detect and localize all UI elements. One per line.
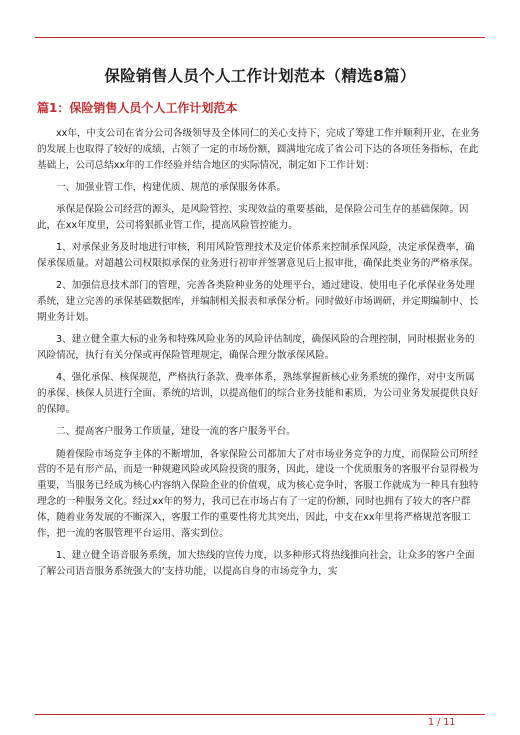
document-title: 保险销售人员个人工作计划范本（精选8篇） — [104, 67, 416, 85]
paragraph: xx年，中支公司在省分公司各级领导及全体同仁的关心支持下，完成了筹建工作并顺利开业，在业务的发展上也取得了较好的成绩，占领了一定的市场份额，圆满地完成了省公司下达的各项任务指标，在此基础上，公司总结xx年的工作经验并结合地区的实际情况，制定如下工作计划： — [37, 128, 480, 171]
paragraph: 1、对承保业务及时地进行审核，利用风险管理技术及定价体系来控制承保风险，决定承保费率，确保承保质量。对超越公司权限拟承保的业务进行初审并签署意见后上报审批，确保此类业务的严格承保。 — [37, 242, 479, 270]
paragraph: 承保是保险公司经营的源头，是风险管控、实现效益的重要基础，是保险公司生存的基础保障。因此，在xx年度里，公司将狠抓业管工作，提高风险管控能力。 — [37, 204, 469, 231]
paragraph: 3、建立健全重大标的业务和特殊风险业务的风险评估制度，确保风险的合理控制，同时根据业务的风险情况，执行有关分保或再保险管理规定，确保合理分散承保风险。 — [37, 334, 475, 362]
paragraph: 1、建立健全语音服务系统，加大热线的宣传力度，以多种形式将热线推向社会，让众多的客户全面了解公司语音服务系统强大的’支持功能，以提高自身的市场竞争力，实 — [37, 549, 475, 577]
paragraph-heading: 一、加强业管工作，构建优质、规范的承保服务体系。 — [56, 181, 287, 193]
document-body — [37, 126, 483, 586]
paragraph: 随着保险市场竞争主体的不断增加，各家保险公司都加大了对市场业务竞争的力度，而保险公司所经营的不是有形产品，而是一种规避风险或风险投资的服务，因此，建设一个优质服务的客服平台显得极为重要，当服务已经成为核心内容纳入保险企业的价值观，成为核心竞争时，客服工作就成为一种具有独特理念的一种服务文化。经过xx年的努力，我司已在市场占有了一定的份额，同时也拥有了较大的客户群体，随着业务发展的不断深入，客服工作的重要性将尤其突出，因此，中支在xx年里将严格规范客服工作，把一流的客服管理平台运用、落实到位。 — [37, 448, 479, 539]
page-number: 1 / 11 — [428, 717, 456, 728]
paragraph-heading: 二、提高客户服务工作质量，建设一流的客户服务平台。 — [56, 426, 296, 438]
paragraph: 2、加强信息技术部门的管理，完善各类险种业务的处理平台，通过建设、使用电子化承保业务处理系统，建立完善的承保基础数据库，并编制相关报表和承保分析。同时做好市场调研，并定期编制中、长期业务计划。 — [37, 280, 479, 323]
paragraph: 4、强化承保、核保规范，严格执行条款、费率体系，熟练掌握新核心业务系统的操作，对中支所属的承保、核保人员进行全面、系统的培训，以提高他们的综合业务技能和素质，为公司业务发展提供良好的保障。 — [37, 372, 479, 415]
header-rule — [35, 37, 485, 38]
section-heading: 篇1：保险销售人员个人工作计划范本 — [37, 101, 238, 115]
footer-rule — [35, 714, 485, 715]
